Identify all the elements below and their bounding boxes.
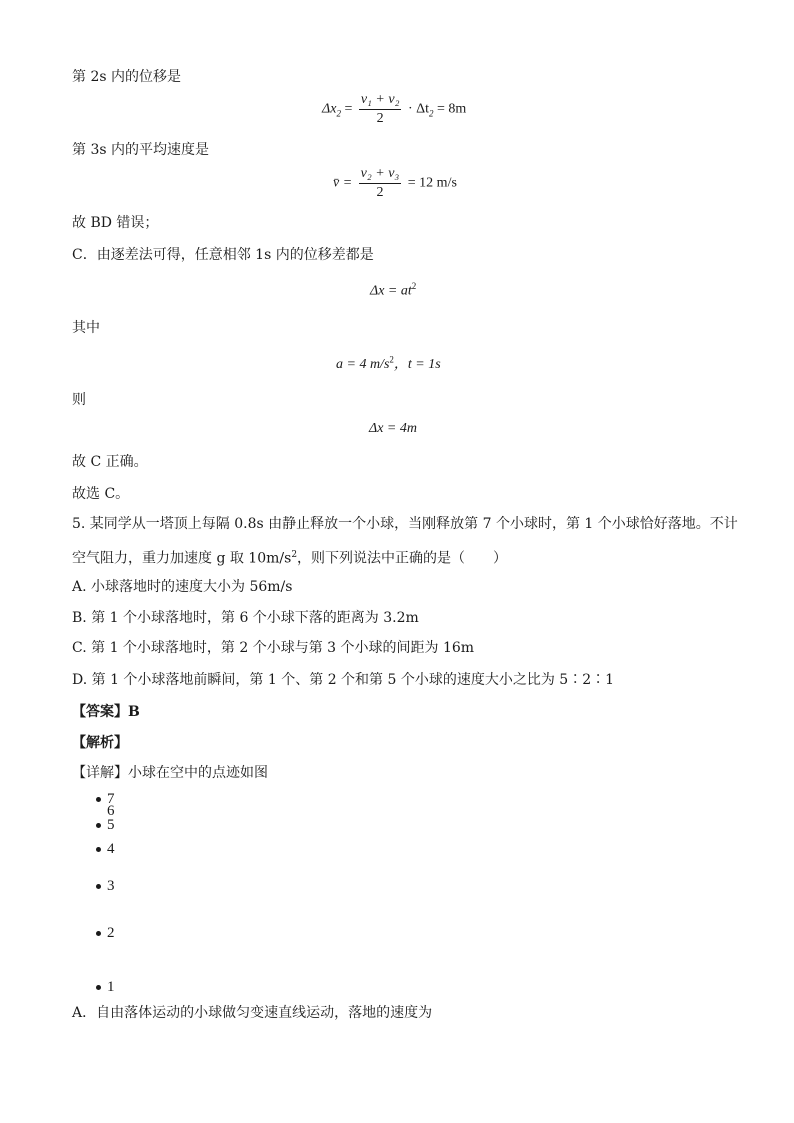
formula-post: ，t = 1s	[393, 357, 441, 372]
text-line-7: 故 C 正确。	[72, 454, 148, 470]
fraction-numerator: v₁ + v₂	[359, 92, 402, 110]
formula-lhs: v̄ =	[333, 175, 353, 191]
dot-icon	[96, 823, 101, 828]
formula-mid: · Δt	[407, 101, 430, 117]
text-line-3: 故 BD 错误；	[72, 215, 159, 231]
dot-icon	[96, 797, 101, 802]
ball-label-7: 7	[107, 791, 115, 807]
ball-label-6: 6	[107, 803, 115, 819]
fraction-denominator: 2	[376, 185, 384, 200]
question-5-pre: 空气阻力，重力加速度 g 取 10m/s	[72, 550, 292, 567]
formula-acceleration	[336, 353, 441, 373]
ball-label-1: 1	[107, 979, 115, 995]
formula-result	[369, 421, 417, 437]
option-c: C. 第 1 个小球落地时，第 2 个小球与第 3 个小球的间距为 16m	[72, 640, 475, 656]
fraction	[359, 92, 402, 127]
ball-dot-5	[96, 817, 115, 832]
question-5-post: ，则下列说法中正确的是（ ）	[297, 550, 508, 567]
formula-pre: a = 4 m/s	[336, 357, 390, 372]
option-a: A. 小球落地时的速度大小为 56m/s	[72, 579, 293, 595]
ball-label-5: 5	[107, 817, 115, 833]
ball-label-4: 4	[107, 841, 115, 857]
question-5-sup: 2	[291, 550, 298, 560]
question-5-line-1: 5. 某同学从一塔顶上每隔 0.8s 由静止释放一个小球，当刚释放第 7 个小球时，第 1 个小球恰好落地。不计	[72, 516, 738, 532]
dot-icon	[96, 884, 101, 889]
text-line-5: 其中	[72, 320, 100, 336]
text-line-4: C．由逐差法可得，任意相邻 1s 内的位移差都是	[72, 247, 374, 263]
formula-rhs: = 8m	[437, 101, 467, 117]
formula-displacement-2s: $\Delta x_2$ = $\frac{\text{v₁ + v₂}}{2}$ · $\Delta t_2 = 8m$	[322, 92, 467, 126]
formula-sup: 2	[389, 354, 394, 365]
ball-dot-1	[96, 979, 115, 994]
formula-mid-sub: 2	[429, 108, 434, 119]
ball-dot-2	[96, 925, 115, 940]
formula-average-velocity	[333, 166, 457, 201]
analysis-label: 【解析】	[72, 735, 128, 751]
fraction	[359, 166, 402, 201]
dot-icon	[96, 847, 101, 852]
text-line-6: 则	[72, 392, 86, 408]
ball-label-3: 3	[107, 878, 115, 894]
formula-text: Δx = 4m	[369, 421, 417, 436]
text-line-2: 第 3s 内的平均速度是	[72, 142, 209, 158]
answer-label: 【答案】B	[72, 704, 140, 720]
text-line-last: A．自由落体运动的小球做匀变速直线运动，落地的速度为	[72, 1005, 433, 1021]
detail-line: 【详解】小球在空中的点迹如图	[72, 765, 268, 781]
fraction-numerator: v₂ + v₃	[359, 166, 402, 184]
formula-lhs-sub: 2	[336, 108, 341, 119]
option-d: D. 第 1 个小球落地前瞬间，第 1 个、第 2 个和第 5 个小球的速度大小之比为 5∶2∶1	[72, 672, 615, 688]
text-line-8: 故选 C。	[72, 486, 130, 502]
dot-icon	[96, 931, 101, 936]
option-b: B. 第 1 个小球落地时，第 6 个小球下落的距离为 3.2m	[72, 610, 419, 626]
formula-sup: 2	[411, 281, 417, 291]
formula-text: Δx = at	[370, 283, 412, 299]
text-line-1: 第 2s 内的位移是	[72, 69, 181, 85]
question-5-line-2	[72, 545, 507, 569]
ball-dot-6	[96, 803, 115, 818]
formula-displacement-difference	[370, 281, 416, 300]
ball-label-2: 2	[107, 925, 115, 941]
ball-dot-4	[96, 841, 115, 856]
dot-icon	[96, 985, 101, 990]
formula-lhs: Δx	[322, 101, 337, 117]
fraction-denominator: 2	[376, 111, 384, 126]
ball-dot-3	[96, 878, 115, 893]
formula-rhs: = 12 m/s	[407, 175, 457, 191]
